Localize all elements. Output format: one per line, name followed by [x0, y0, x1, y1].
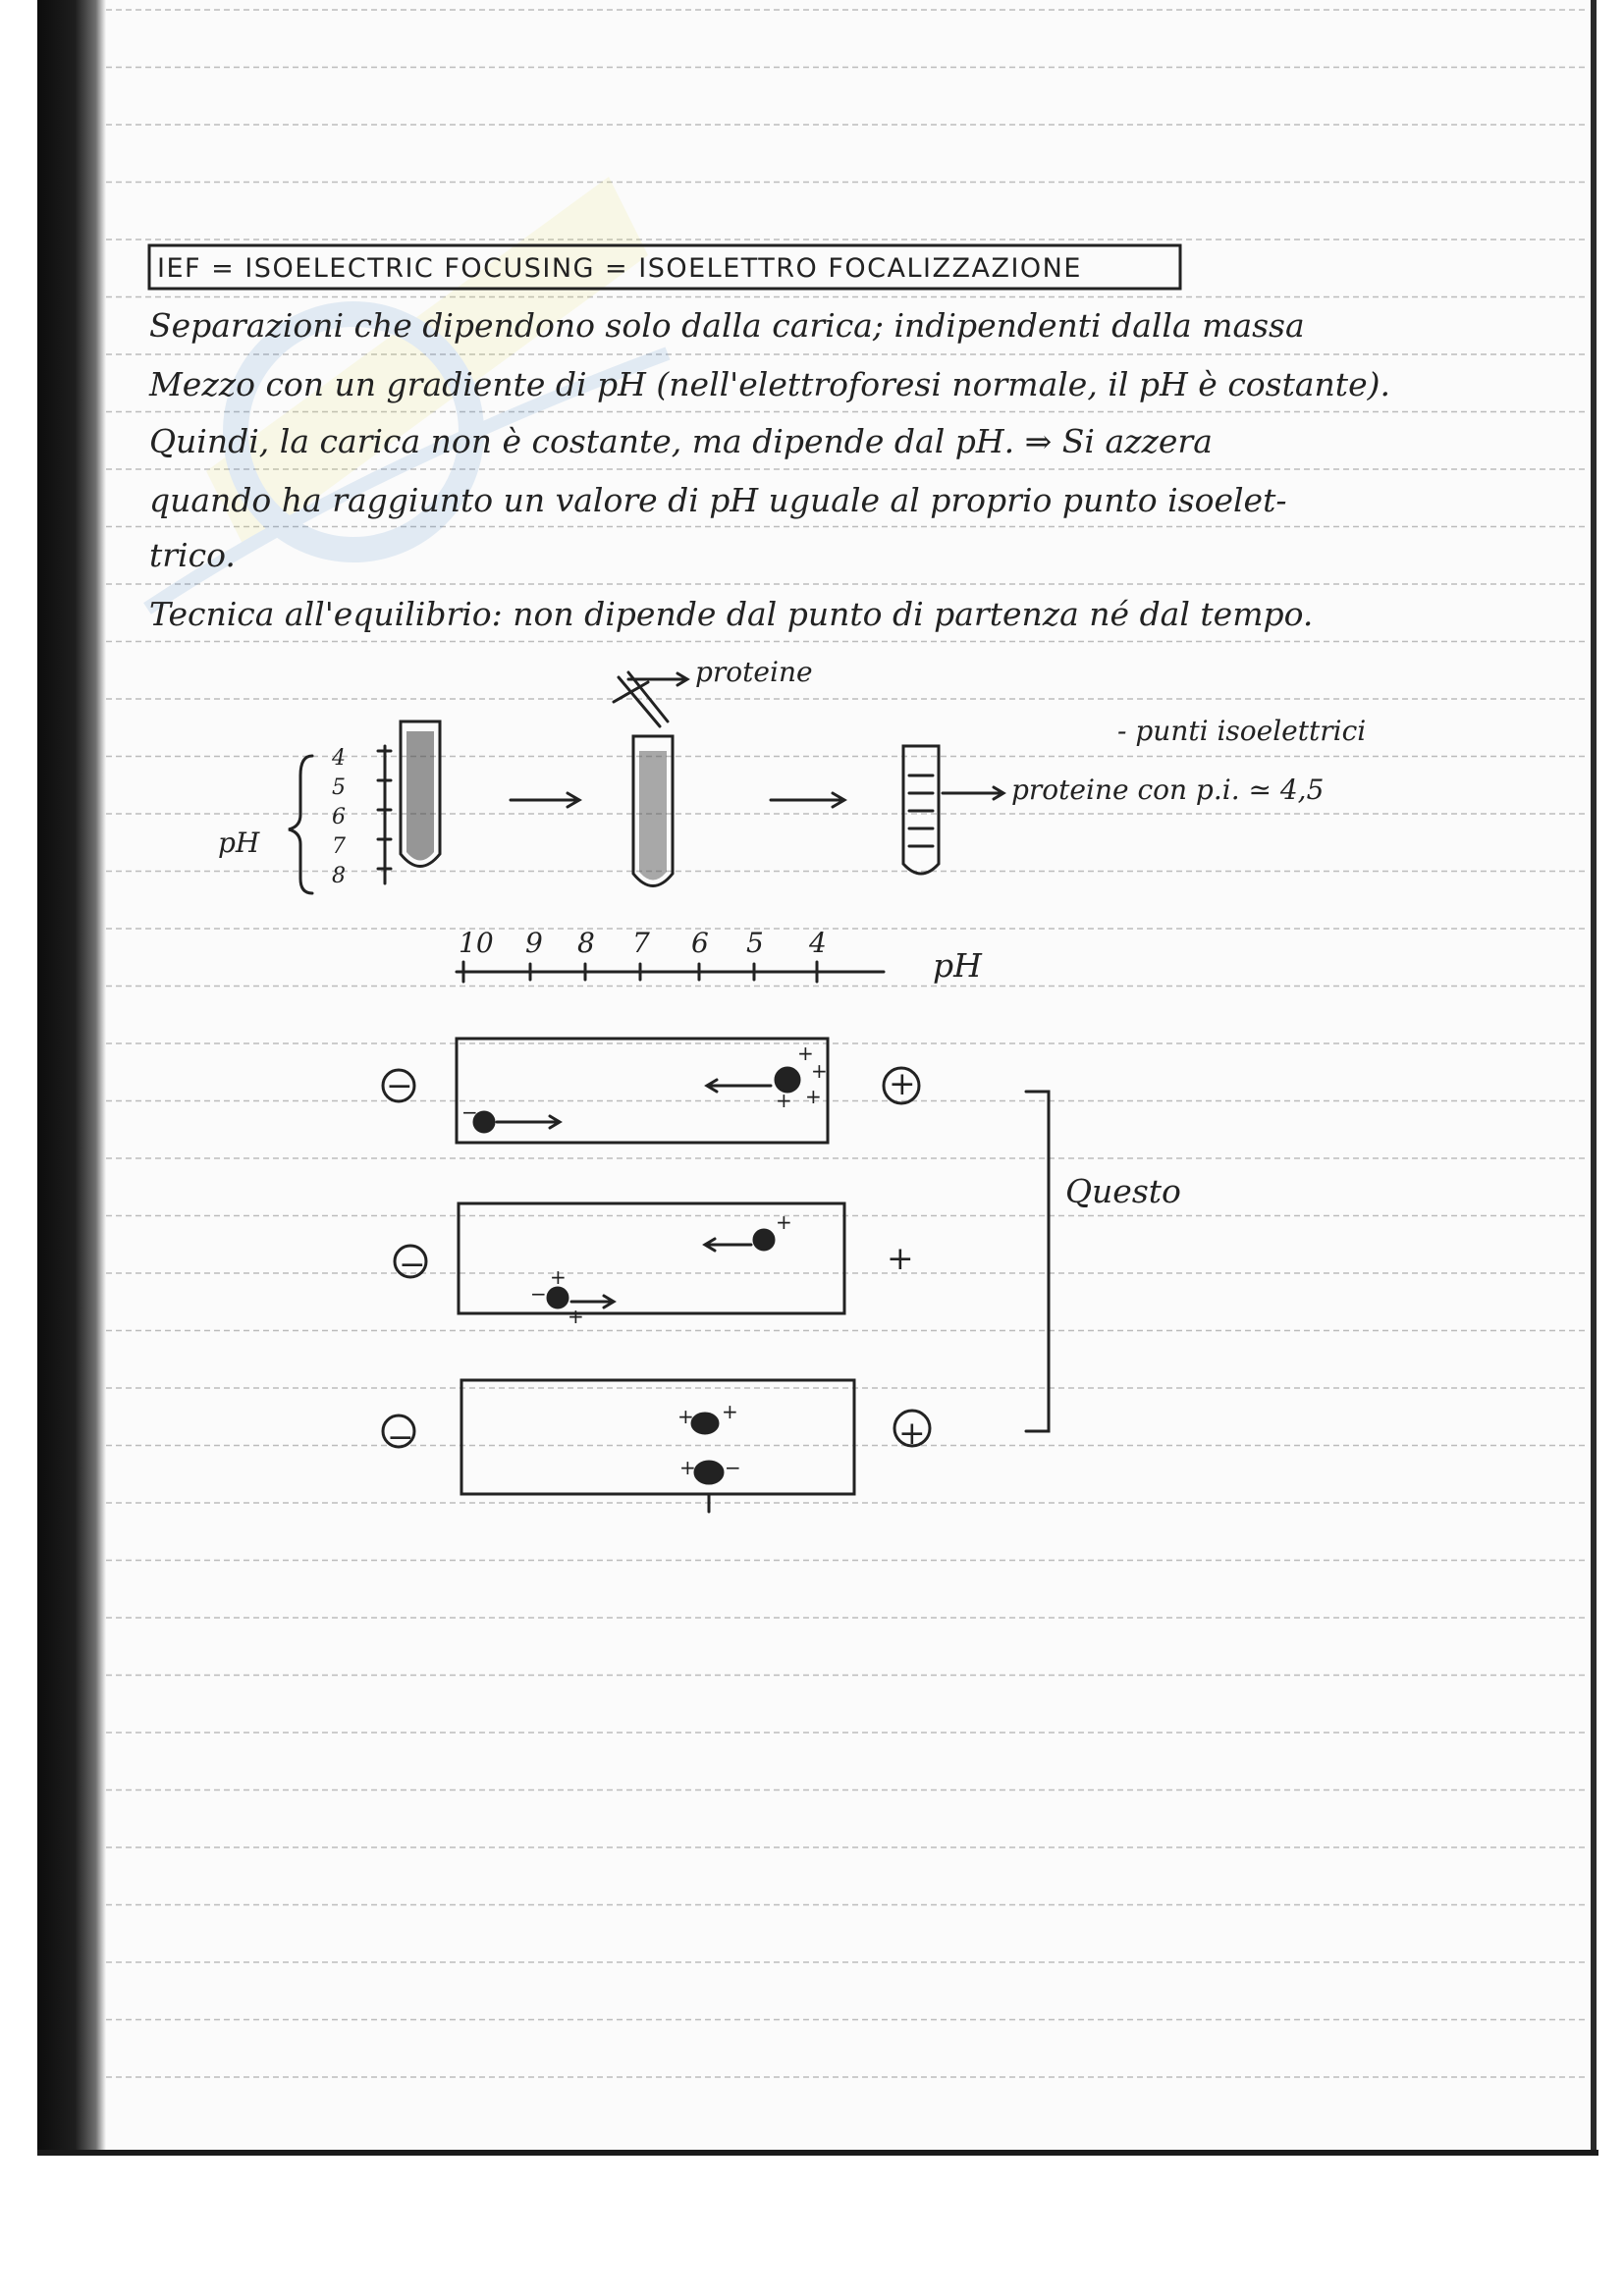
- axis-tick-5: 5: [746, 927, 764, 959]
- arrow-1: [511, 793, 579, 807]
- svg-text:−: −: [530, 1282, 547, 1306]
- gel3-plus-circle: [894, 1411, 930, 1446]
- gel1-minus-circle: [383, 1070, 414, 1101]
- svg-text:−: −: [461, 1100, 478, 1124]
- gel2-protein-b: [754, 1230, 774, 1250]
- gel3-minus: −: [387, 1417, 414, 1456]
- gel3-plus: +: [898, 1414, 926, 1452]
- svg-text:+: +: [776, 1089, 792, 1112]
- gel2-minus-circle: [395, 1246, 426, 1277]
- ph-scale-6: 6: [332, 805, 346, 829]
- svg-text:+: +: [776, 1210, 792, 1234]
- svg-text:+: +: [568, 1305, 584, 1328]
- note-line-5: trico.: [149, 536, 236, 574]
- svg-text:+: +: [679, 1456, 696, 1479]
- ph-scale-5: 5: [332, 775, 346, 800]
- gel-box-1: [457, 1039, 828, 1143]
- gel2-minus: −: [399, 1245, 426, 1283]
- axis-ph-label: pH: [933, 946, 982, 985]
- ph-scale-4: 4: [332, 746, 346, 771]
- gel1-plus-circle: [884, 1068, 919, 1103]
- svg-text:+: +: [722, 1400, 738, 1423]
- arrow-2: [771, 793, 844, 807]
- ph-brace-label: pH: [218, 827, 260, 859]
- gel2-plus: +: [887, 1239, 914, 1277]
- note-line-2: Mezzo con un gradiente di pH (nell'elettroforesi normale, il pH è costante).: [149, 365, 1390, 403]
- note-line-1: Separazioni che dipendono solo dalla carica; indipendenti dalla massa: [149, 306, 1305, 345]
- gel-box-3: [461, 1380, 854, 1494]
- ph-brace: [289, 756, 312, 893]
- gel1-plus: +: [889, 1064, 916, 1102]
- axis-tick-9: 9: [525, 927, 543, 959]
- punti-isoelettrici-label: - punti isoelettrici: [1117, 715, 1367, 747]
- gel3-protein-b: [695, 1462, 723, 1483]
- axis-tick-7: 7: [632, 927, 650, 959]
- axis-tick-6: 6: [691, 927, 709, 959]
- note-line-4: quando ha raggiunto un valore di pH uguale al proprio punto isoelet-: [149, 481, 1287, 519]
- gel3-protein-a: [692, 1414, 718, 1433]
- note-line-3: Quindi, la carica non è costante, ma dipende dal pH. ⇒ Si azzera: [149, 422, 1213, 460]
- ph-scale-7: 7: [332, 834, 346, 859]
- ph-scale-8: 8: [332, 864, 346, 888]
- gel1-minus: −: [386, 1066, 413, 1104]
- svg-text:+: +: [550, 1265, 567, 1289]
- axis-tick-4: 4: [809, 927, 827, 959]
- note-line-6: Tecnica all'equilibrio: non dipende dal punto di partenza né dal tempo.: [149, 595, 1314, 633]
- proteine-pi-label: proteine con p.i. ≃ 4,5: [1011, 774, 1325, 806]
- svg-text:−: −: [725, 1456, 741, 1479]
- section-title: IEF = ISOELECTRIC FOCUSING = ISOELETTRO FOCALIZZAZIONE: [157, 253, 1082, 284]
- proteine-label: proteine: [695, 656, 813, 688]
- axis-tick-8: 8: [577, 927, 595, 959]
- axis-tick-10: 10: [459, 927, 494, 959]
- svg-text:+: +: [805, 1085, 822, 1108]
- questo-bracket: [1026, 1092, 1049, 1431]
- bracket-label: Questo: [1065, 1172, 1181, 1210]
- title-box: [149, 245, 1180, 289]
- gel2-protein-a: [548, 1288, 568, 1308]
- svg-text:+: +: [797, 1041, 814, 1065]
- svg-text:+: +: [677, 1405, 694, 1428]
- gel3-minus-circle: [383, 1415, 414, 1447]
- svg-text:+: +: [811, 1059, 828, 1083]
